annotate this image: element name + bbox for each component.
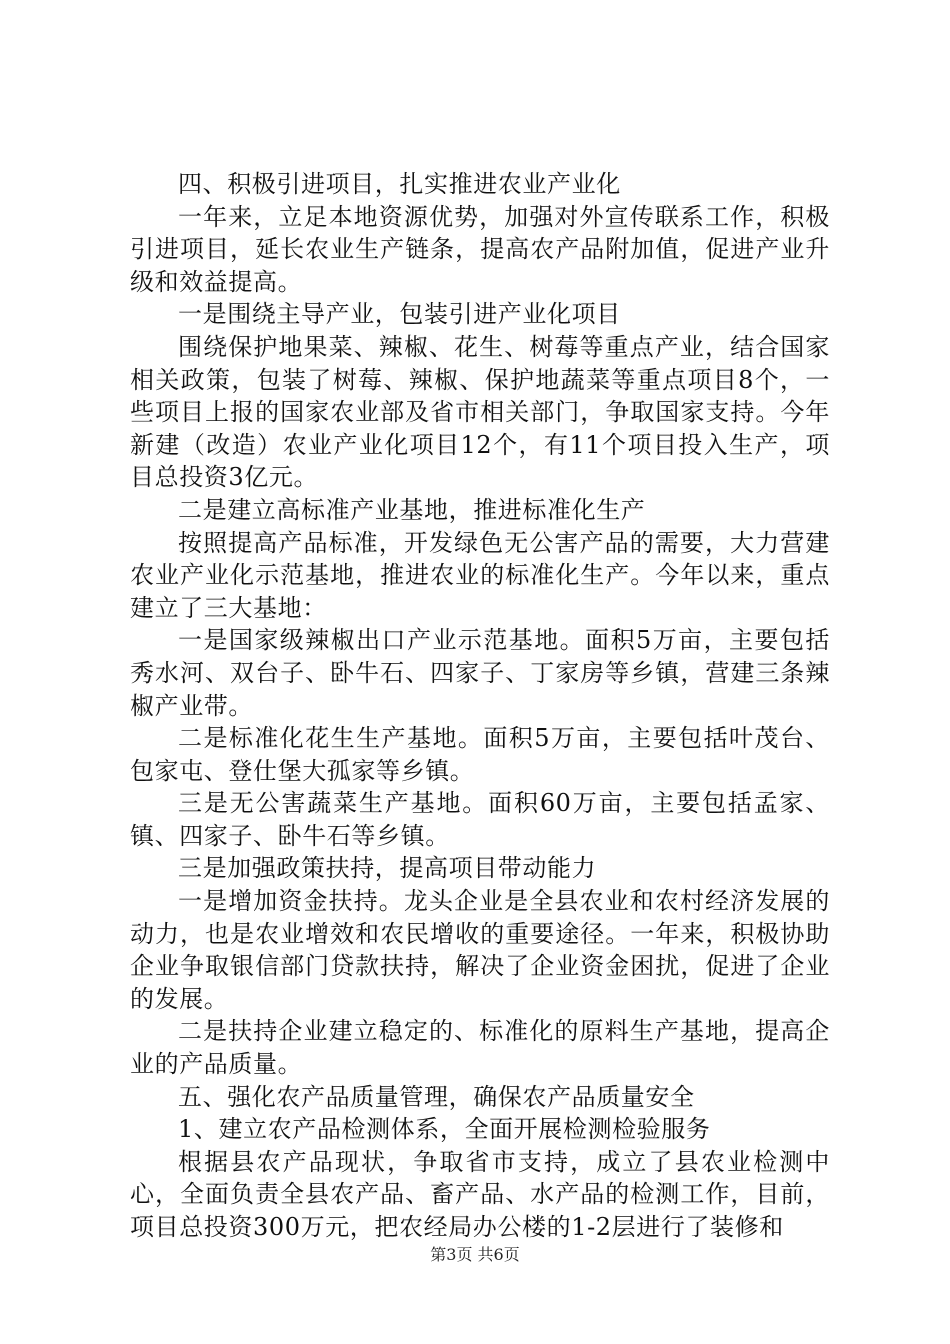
subheading: 三是加强政策扶持，提高项目带动能力 [178, 854, 597, 883]
subheading: 二是建立高标准产业基地，推进标准化生产 [178, 495, 646, 524]
paragraph: 按照提高产品标准，开发绿色无公害产品的需要，大力营建农业产业化示范基地，推进农业的标准化生产。今年以来，重点建立了三大基地： [130, 528, 830, 622]
paragraph: 二是扶持企业建立稳定的、标准化的原料生产基地，提高企业的产品质量。 [130, 1017, 830, 1079]
paragraph: 三是无公害蔬菜生产基地。面积60万亩，主要包括孟家、镇、四家子、卧牛石等乡镇。 [130, 789, 830, 850]
paragraph: 一年来，立足本地资源优势，加强对外宣传联系工作，积极引进项目，延长农业生产链条，提高农产品附加值，促进产业升级和效益提高。 [130, 202, 830, 296]
subheading: 一是围绕主导产业，包装引进产业化项目 [178, 300, 621, 329]
subheading: 1、建立农产品检测体系，全面开展检测检验服务 [178, 1115, 711, 1144]
paragraph: 二是标准化花生生产基地。面积5万亩，主要包括叶茂台、包家屯、登仕堡大孤家等乡镇。 [130, 724, 830, 785]
paragraph: 根据县农产品现状，争取省市支持，成立了县农业检测中心，全面负责全县农产品、畜产品、水产品的检测工作，目前，项目总投资300万元，把农经局办公楼的1-2层进行了装修和 [130, 1147, 830, 1241]
document-body [130, 168, 830, 1244]
paragraph: 围绕保护地果菜、辣椒、花生、树莓等重点产业，结合国家相关政策，包装了树莓、辣椒、保护地蔬菜等重点项目8个，一些项目上报的国家农业部及省市相关部门，争取国家支持。今年新建（改造）农业产业化项目12个，有11个项目投入生产，项目总投资3亿元。 [130, 332, 830, 492]
paragraph: 一是增加资金扶持。龙头企业是全县农业和农村经济发展的动力，也是农业增效和农民增收的重要途径。一年来，积极协助企业争取银信部门贷款扶持，解决了企业资金困扰，促进了企业的发展。 [130, 887, 830, 1013]
section-heading-5: 五、强化农产品质量管理，确保农产品质量安全 [178, 1082, 695, 1111]
section-heading-4: 四、积极引进项目，扎实推进农业产业化 [178, 170, 621, 198]
page-footer: 第3页 共6页 [430, 1245, 520, 1264]
paragraph: 一是国家级辣椒出口产业示范基地。面积5万亩，主要包括秀水河、双台子、卧牛石、四家子、丁家房等乡镇，营建三条辣椒产业带。 [130, 626, 830, 720]
